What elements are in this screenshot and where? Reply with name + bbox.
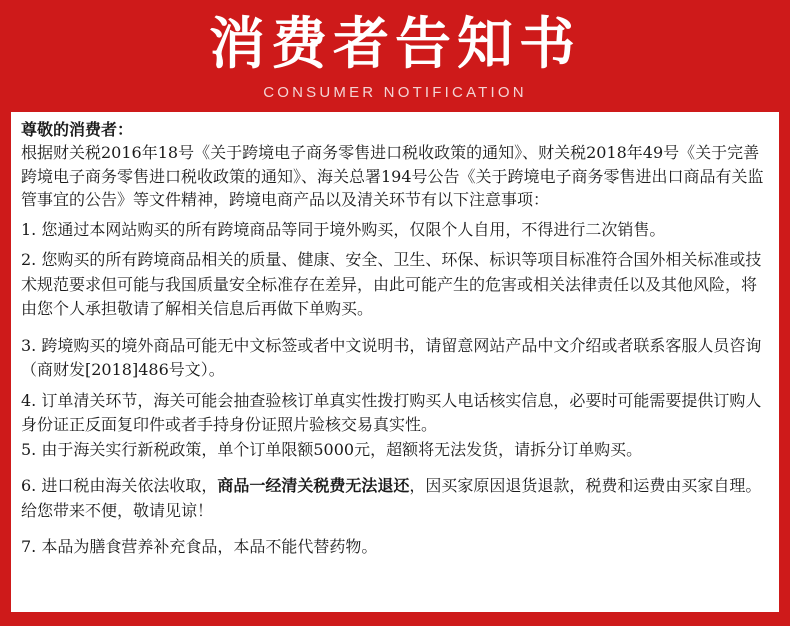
page-title: 消费者告知书 [209, 12, 581, 77]
notice-item-5: 5. 由于海关实行新税政策，单个订单限额5000元，超额将无法发货，请拆分订单购买。 [21, 439, 643, 459]
header-banner [0, 0, 790, 112]
salutation: 尊敬的消费者： [21, 120, 134, 139]
notice-item-2: 2. 您购买的所有跨境商品相关的质量、健康、安全、卫生、环保、标识等项目标准符合国外相关标准或技术规范要求但可能与我国质量安全标准存在差异，由此可能产生的危害或相关法律责任以及其他风险，将由您个人承担敬请了解相关信息后再做下单购买。 [21, 250, 762, 318]
notice-item-6-emphasis: 商品一经清关税费无法退还 [217, 476, 410, 495]
notice-item-3: 3. 跨境购买的境外商品可能无中文标签或者中文说明书，请留意网站产品中文介绍或者联系客服人员咨询（商财发[2018]486号文）。 [21, 335, 762, 379]
notice-item-7: 7. 本品为膳食营养补充食品，本品不能代替药物。 [21, 537, 378, 556]
notice-item-6-text-a: 6. 进口税由海关依法收取， [21, 476, 218, 495]
page-subtitle: CONSUMER NOTIFICATION [263, 84, 527, 101]
notice-item-6 [21, 474, 769, 523]
intro-paragraph: 根据财关税2016年18号《关于跨境电子商务零售进口税收政策的通知》、财关税2018年49号《关于完善跨境电子商务零售进口税收政策的通知》、海关总署194号公告《关于跨境电子商务零售进出口商品有关监管事宜的公告》等文件精神，跨境电商产品以及清关环节有以下注意事项： [21, 143, 764, 209]
notice-item-6-text-c: ，因买家原因退货退款，税费和运费由买家自理。给您带来不便，敬请见谅！ [21, 476, 762, 520]
notice-panel [11, 112, 779, 612]
notice-item-4: 4. 订单清关环节，海关可能会抽查验核订单真实性拨打购买人电话核实信息，必要时可能需要提供订购人身份证正反面复印件或者手持身份证照片验核交易真实性。 [21, 390, 762, 434]
notice-item-1: 1. 您通过本网站购买的所有跨境商品等同于境外购买，仅限个人自用，不得进行二次销售。 [21, 219, 666, 239]
